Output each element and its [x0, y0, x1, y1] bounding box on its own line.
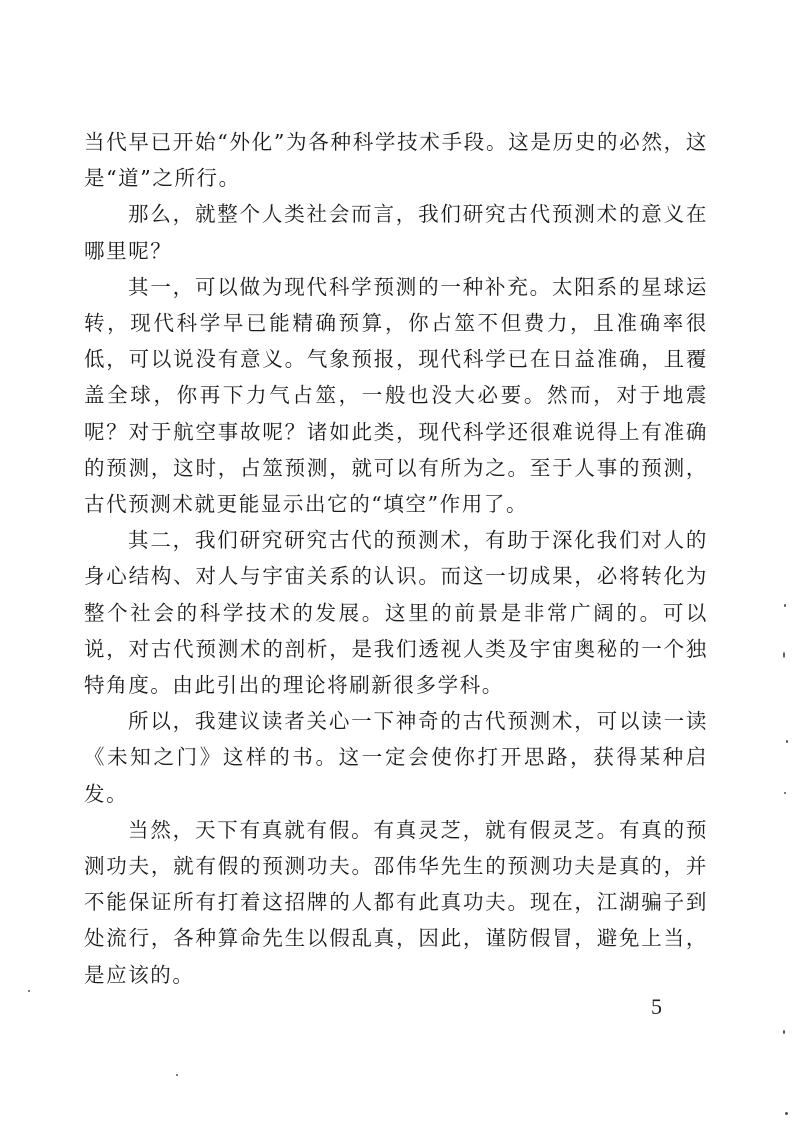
paragraph-1: 当代早已开始“外化”为各种科学技术手段。这是历史的必然，这是“道”之所行。	[84, 130, 708, 191]
scan-speck	[784, 604, 786, 607]
scan-speck	[176, 1074, 178, 1076]
paragraph-5: 所以，我建议读者关心一下神奇的古代预测术，可以读一读《未知之门》这样的书。这一定会使你打开思路，获得某种启发。	[84, 709, 708, 806]
scan-speck	[786, 740, 788, 743]
paragraph-4: 其二，我们研究研究古代的预测术，有助于深化我们对人的身心结构、对人与宇宙关系的认识。而这一切成果，必将转化为整个社会的科学技术的发展。这里的前景是非常广阔的。可以说，对古代预测术的剖析，是我们透视人类及宇宙奥秘的一个独特角度。由此引出的理论将刷新很多学科。	[84, 528, 708, 698]
scan-speck	[783, 1030, 785, 1034]
paragraph-6: 当然，天下有真就有假。有真灵芝，就有假灵芝。有真的预测功夫，就有假的预测功夫。邵伟华先生的预测功夫是真的，并不能保证所有打着这招牌的人都有此真功夫。现在，江湖骗子到处流行，各种算命先生以假乱真，因此，谨防假冒，避免上当，是应该的。	[84, 817, 708, 987]
body-text	[84, 124, 708, 993]
paragraph-3: 其一，可以做为现代科学预测的一种补充。太阳系的星球运转，现代科学早已能精确预算，你占筮不但费力，且准确率很低，可以说没有意义。气象预报，现代科学已在日益准确，且覆盖全球，你再下力气占筮，一般也没大必要。然而，对于地震呢？对于航空事故呢？诸如此类，现代科学还很难说得上有准确的预测，这时，占筮预测，就可以有所为之。至于人事的预测，古代预测术就更能显示出它的“填空”作用了。	[84, 274, 708, 517]
scan-speck	[784, 792, 786, 794]
scan-speck	[28, 990, 30, 992]
page-number: 5	[651, 994, 662, 1019]
paragraph-2: 那么，就整个人类社会而言，我们研究古代预测术的意义在哪里呢？	[84, 202, 708, 263]
scan-speck	[783, 652, 785, 658]
scan-speck	[785, 1112, 788, 1115]
